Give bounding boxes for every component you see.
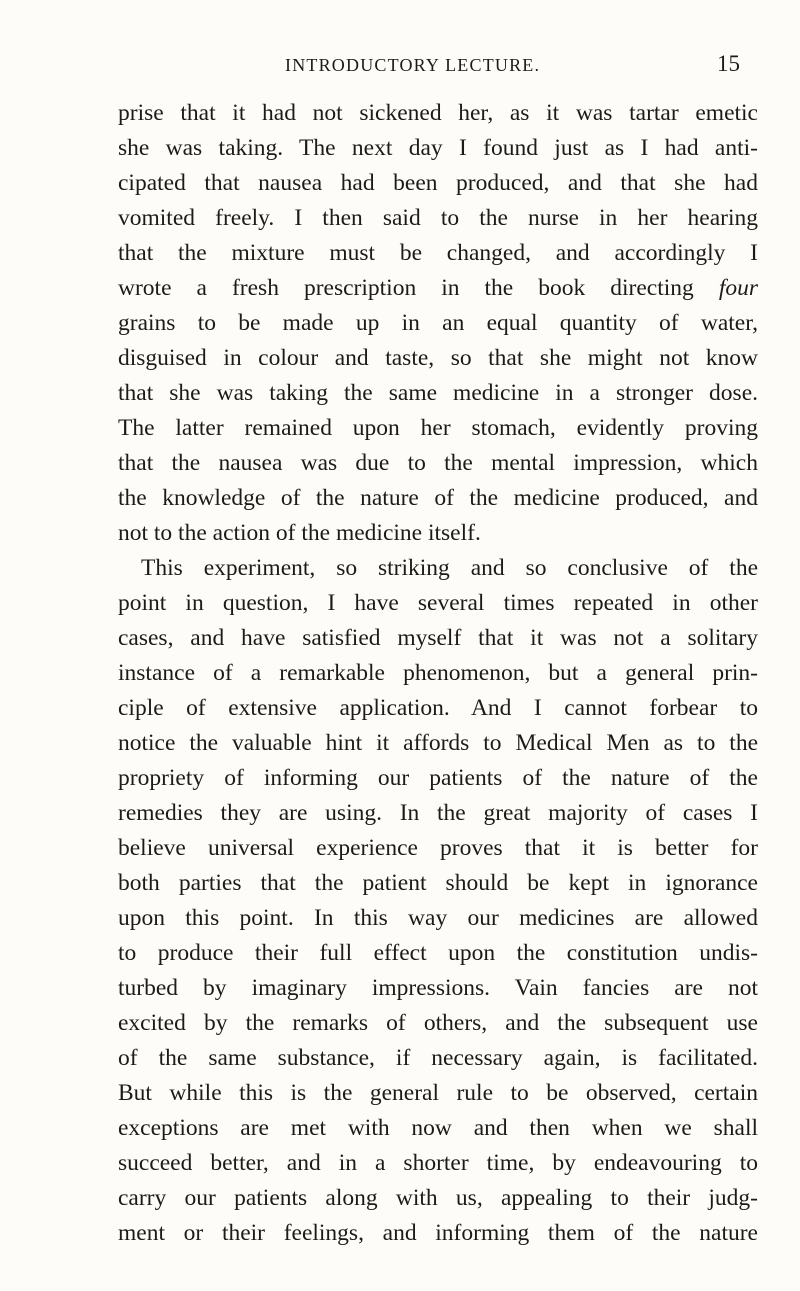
- text-line: This experiment, so striking and so conclusive of the: [141, 555, 758, 581]
- text-line: she was taking. The next day I found just as I had anti-: [118, 135, 758, 161]
- text-line: ment or their feelings, and informing them of the nature: [118, 1220, 758, 1246]
- text-line: the knowledge of the nature of the medicine produced, and: [118, 485, 758, 511]
- text-line: upon this point. In this way our medicines are allowed: [118, 905, 758, 931]
- text-line: cases, and have satisfied myself that it was not a solitary: [118, 625, 758, 651]
- text-line: that the nausea was due to the mental impression, which: [118, 450, 758, 476]
- text-line: that the mixture must be changed, and accordingly I: [118, 240, 758, 266]
- page-header: [0, 51, 800, 85]
- text-line: remedies they are using. In the great majority of cases I: [118, 800, 758, 826]
- text-line: prise that it had not sickened her, as it was tartar emetic: [118, 100, 758, 126]
- text-line: turbed by imaginary impressions. Vain fancies are not: [118, 975, 758, 1001]
- emphasized-word: four: [718, 275, 758, 301]
- text-line: succeed better, and in a shorter time, by endeavouring to: [118, 1150, 758, 1176]
- text-line: instance of a remarkable phenomenon, but a general prin-: [118, 660, 758, 686]
- text-line: vomited freely. I then said to the nurse in her hearing: [118, 205, 758, 231]
- text-line: ciple of extensive application. And I cannot forbear to: [118, 695, 758, 721]
- text-line: of the same substance, if necessary again, is facilitated.: [118, 1045, 758, 1071]
- text-line: The latter remained upon her stomach, evidently proving: [118, 415, 758, 441]
- text-line: But while this is the general rule to be observed, certain: [118, 1080, 758, 1106]
- text-line: [118, 271, 758, 306]
- text-line: believe universal experience proves that it is better for: [118, 835, 758, 861]
- text-line: to produce their full effect upon the constitution undis-: [118, 940, 758, 966]
- text-line: grains to be made up in an equal quantity of water,: [118, 310, 758, 336]
- page-number: 15: [717, 51, 740, 76]
- text-line: not to the action of the medicine itself.: [118, 520, 481, 546]
- text-line: that she was taking the same medicine in a stronger dose.: [118, 380, 758, 406]
- text-line: both parties that the patient should be kept in ignorance: [118, 870, 758, 896]
- running-title: INTRODUCTORY LECTURE.: [285, 55, 541, 75]
- text-line: disguised in colour and taste, so that she might not know: [118, 345, 758, 371]
- text-line: notice the valuable hint it affords to Medical Men as to the: [118, 730, 758, 756]
- text-line: excited by the remarks of others, and the subsequent use: [118, 1010, 758, 1036]
- text-line: propriety of informing our patients of the nature of the: [118, 765, 758, 791]
- text-line: point in question, I have several times repeated in other: [118, 590, 758, 616]
- text-line-segment: wrote a fresh prescription in the book directing: [118, 275, 719, 301]
- text-line: cipated that nausea had been produced, and that she had: [118, 170, 758, 196]
- text-line: exceptions are met with now and then when we shall: [118, 1115, 758, 1141]
- text-line: carry our patients along with us, appealing to their judg-: [118, 1185, 758, 1211]
